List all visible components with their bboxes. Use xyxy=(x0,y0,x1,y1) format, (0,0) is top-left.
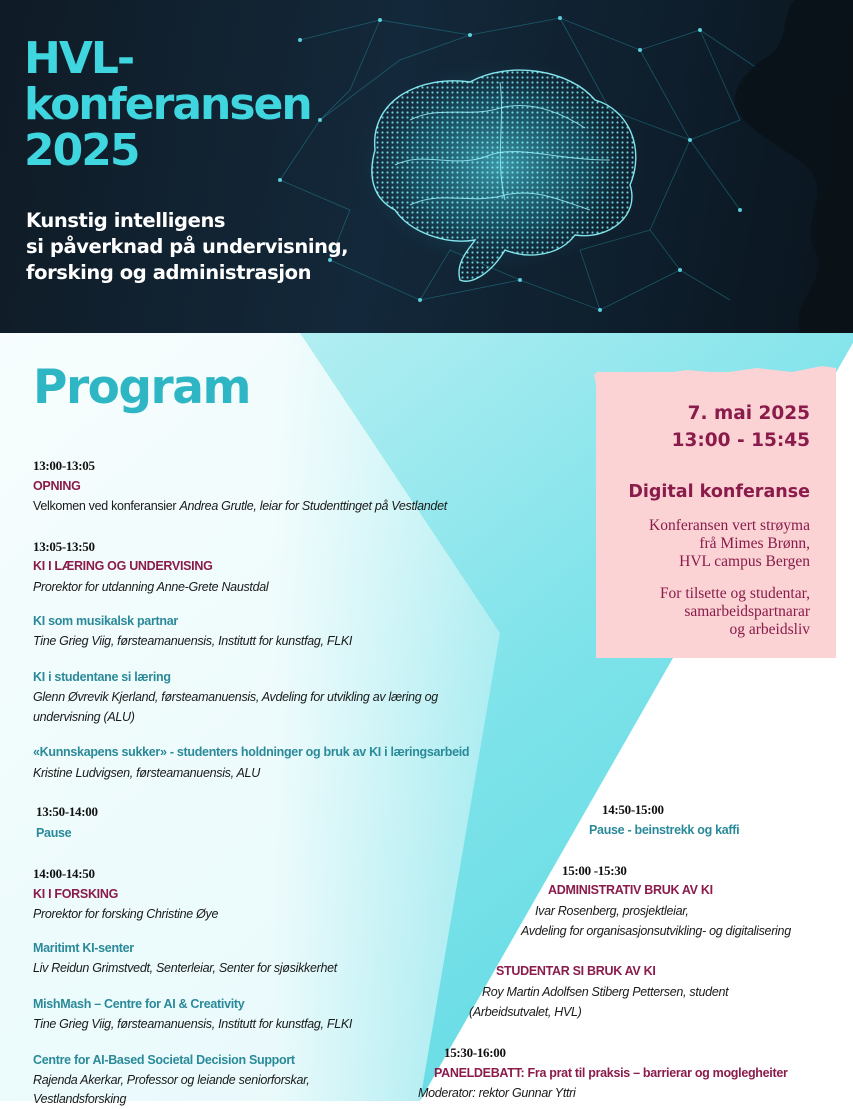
pause-title: Pause xyxy=(36,826,72,840)
event-type: Digital konferanse xyxy=(628,482,810,502)
session2-desc: Prorektor for forsking Christine Øye xyxy=(33,907,219,921)
pause-time: 13:50-14:00 xyxy=(36,804,98,819)
conference-title xyxy=(24,33,311,176)
conference-subtitle xyxy=(26,208,348,286)
title-line: konferansen xyxy=(24,79,311,130)
title-line: 2025 xyxy=(24,125,139,176)
talk2-title: KI i studentane si læring xyxy=(33,670,171,684)
info-line: Konferansen vert strøyma xyxy=(649,517,810,534)
research1-desc: Liv Reidun Grimstvedt, Senterleiar, Senter for sjøsikkerhet xyxy=(33,961,337,975)
panel-desc: Moderator: rektor Gunnar Yttri xyxy=(418,1086,576,1100)
talk1-title: KI som musikalsk partnar xyxy=(33,614,178,628)
research3-desc-line1: Rajenda Akerkar, Professor og leiande seniorforskar, xyxy=(33,1073,310,1087)
session2-time: 14:00-14:50 xyxy=(33,866,95,881)
talk2-desc-line1: Glenn Øvrevik Kjerland, førsteamanuensis, Avdeling for utvikling av læring og xyxy=(33,690,438,704)
talk3-title: «Kunnskapens sukker» - studenters holdninger og bruk av KI i læringsarbeid xyxy=(33,745,470,759)
info-line: For tilsette og studentar, xyxy=(659,585,810,602)
subtitle-line: Kunstig intelligens xyxy=(26,209,226,232)
subtitle-line: si påverknad på undervisning, xyxy=(26,235,349,258)
talk2-desc-line2: undervisning (ALU) xyxy=(33,710,135,724)
opening-time: 13:00-13:05 xyxy=(33,458,95,473)
break-time: 14:50-15:00 xyxy=(602,802,664,817)
event-date: 7. mai 2025 xyxy=(687,403,810,424)
audience-info xyxy=(660,585,810,639)
opening-desc-prefix: Velkomen ved konferansier xyxy=(33,499,180,513)
session1-time: 13:05-13:50 xyxy=(33,539,95,554)
program-heading: Program xyxy=(33,360,250,415)
research2-desc: Tine Grieg Viig, førsteamanuensis, Institutt for kunstfag, FLKI xyxy=(33,1017,353,1031)
opening-desc-name: Andrea Grutle, leiar for Studenttinget på Vestlandet xyxy=(179,499,447,513)
stream-info xyxy=(649,517,810,571)
admin-desc-line2: Avdeling for organisasjonsutvikling- og digitalisering xyxy=(521,924,791,938)
opening-title: OPNING xyxy=(33,479,81,493)
talk1-desc: Tine Grieg Viig, førsteamanuensis, Institutt for kunstfag, FLKI xyxy=(33,634,353,648)
event-date-time xyxy=(672,400,810,454)
panel-title: PANELDEBATT: Fra prat til praksis – barrierar og moglegheiter xyxy=(434,1066,788,1080)
students-title: STUDENTAR SI BRUK AV KI xyxy=(496,964,656,978)
research3-desc-line2: Vestlandsforsking xyxy=(33,1092,127,1106)
research3-title: Centre for AI-Based Societal Decision Support xyxy=(33,1053,295,1067)
info-line: og arbeidsliv xyxy=(729,621,810,638)
title-line: HVL- xyxy=(24,33,134,84)
event-time: 13:00 - 15:45 xyxy=(671,430,810,451)
students-desc-line1: Roy Martin Adolfsen Stiberg Pettersen, student xyxy=(482,985,729,999)
admin-desc-line1: Ivar Rosenberg, prosjektleiar, xyxy=(535,904,689,918)
research1-title: Maritimt KI-senter xyxy=(33,941,134,955)
admin-title: ADMINISTRATIV BRUK AV KI xyxy=(548,883,713,897)
hero-banner xyxy=(0,0,853,333)
session1-desc: Prorektor for utdanning Anne-Grete Naustdal xyxy=(33,580,269,594)
event-info-box xyxy=(596,372,836,658)
info-line: samarbeidspartnarar xyxy=(684,603,810,620)
admin-time: 15:00 -15:30 xyxy=(562,863,627,878)
break-title: Pause - beinstrekk og kaffi xyxy=(589,823,740,837)
session1-title: KI I LÆRING OG UNDERVISING xyxy=(33,559,213,573)
research2-title: MishMash – Centre for AI & Creativity xyxy=(33,997,245,1011)
subtitle-line: forsking og administrasjon xyxy=(26,261,312,284)
students-desc-line2: (Arbeidsutvalet, HVL) xyxy=(469,1005,582,1019)
info-line: HVL campus Bergen xyxy=(679,553,810,570)
talk3-desc: Kristine Ludvigsen, førsteamanuensis, ALU xyxy=(33,766,260,780)
info-line: frå Mimes Brønn, xyxy=(699,535,810,552)
opening-desc xyxy=(33,496,447,516)
session2-title: KI I FORSKING xyxy=(33,887,118,901)
panel-time: 15:30-16:00 xyxy=(444,1045,506,1060)
